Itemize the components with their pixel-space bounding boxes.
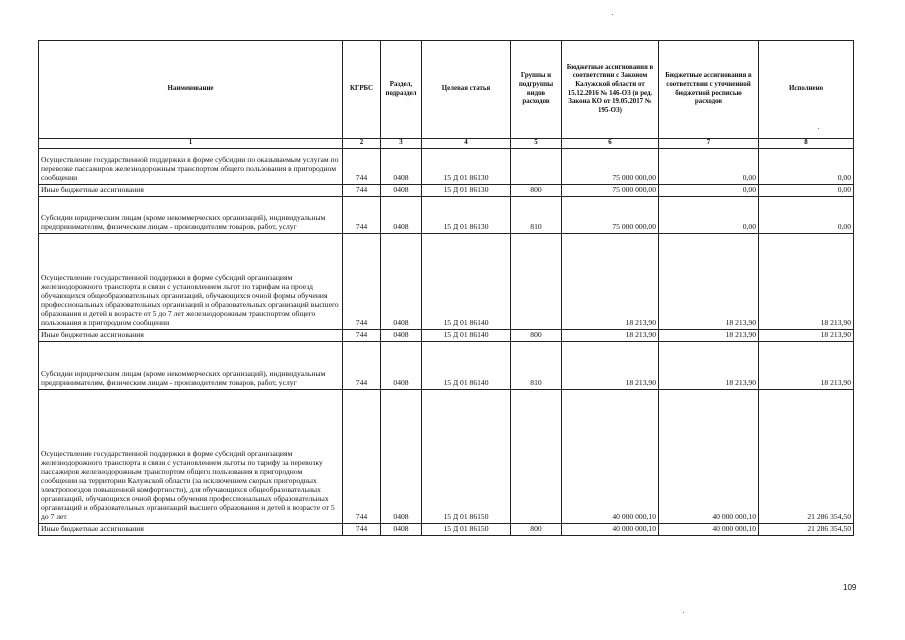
scan-speck <box>683 612 684 613</box>
row-refined-amount: 0,00 <box>659 185 759 197</box>
row-kgrbs: 744 <box>343 149 381 185</box>
row-section: 0408 <box>381 149 422 185</box>
row-refined-amount: 18 213,90 <box>659 329 759 341</box>
row-executed-amount: 18 213,90 <box>759 329 854 341</box>
table-row <box>39 185 854 197</box>
budget-table <box>38 40 854 536</box>
row-kgrbs: 744 <box>343 523 381 535</box>
column-number: 3 <box>381 139 422 149</box>
row-kgrbs: 744 <box>343 196 381 233</box>
row-executed-amount: 21 286 354,50 <box>759 389 854 523</box>
header-groups: Группы и подгруппы видов расходов <box>511 41 562 139</box>
row-executed-amount: 0,00 <box>759 149 854 185</box>
row-section: 0408 <box>381 196 422 233</box>
row-target: 15 Д 01 86130 <box>422 185 511 197</box>
row-executed-amount: 0,00 <box>759 185 854 197</box>
row-executed-amount: 0,00 <box>759 196 854 233</box>
row-law-amount: 18 213,90 <box>562 341 659 389</box>
row-name: Иные бюджетные ассигнования <box>39 329 343 341</box>
column-number: 5 <box>511 139 562 149</box>
header-refined-allocations: Бюджетные ассигнования в соответствии с уточненной бюджетной росписью расходов <box>659 41 759 139</box>
header-executed: Исполнено <box>759 41 854 139</box>
column-number: 2 <box>343 139 381 149</box>
table-row <box>39 341 854 389</box>
row-executed-amount: 18 213,90 <box>759 233 854 329</box>
row-executed-amount: 18 213,90 <box>759 341 854 389</box>
column-number: 1 <box>39 139 343 149</box>
row-name: Субсидии юридическим лицам (кроме некоммерческих организаций), индивидуальным предпринимателям, физическим лицам - производителям товаров, работ, услуг <box>39 196 343 233</box>
row-name: Иные бюджетные ассигнования <box>39 185 343 197</box>
table-row <box>39 196 854 233</box>
row-target: 15 Д 01 86140 <box>422 341 511 389</box>
row-name: Осуществление государственной поддержки в форме субсидий организациям железнодорожного транспорта в связи с установлением льгот по тарифам на проезд обучающихся общеобразовательных организаций, обучающихся очной формы обучения профессиональных образовательных организаций и образовательных организаций высшего образования и детей в возрасте от 5 до 7 лет железнодорожным транспортом общего пользования в пригородном сообщении <box>39 233 343 329</box>
row-name: Осуществление государственной поддержки в форме субсидий организациям железнодорожного транспорта в связи с установлением льготы по тарифу за перевозку пассажиров железнодорожным транспортом общего пользования в пригородном сообщении на территории Калужской области (за исключением скорых пригородных электропоездов повышенной комфортности), для обучающихся общеобразовательных организаций, обучающихся очной формы обучения профессиональных образовательных организаций и образовательных организаций высшего образования и детей в возрасте от 5 до 7 лет <box>39 389 343 523</box>
column-number: 7 <box>659 139 759 149</box>
scan-speck <box>612 14 613 15</box>
table-row <box>39 233 854 329</box>
row-law-amount: 18 213,90 <box>562 329 659 341</box>
row-group <box>511 233 562 329</box>
row-refined-amount: 18 213,90 <box>659 341 759 389</box>
row-kgrbs: 744 <box>343 185 381 197</box>
column-number: 6 <box>562 139 659 149</box>
row-law-amount: 75 000 000,00 <box>562 196 659 233</box>
header-target: Целевая статья <box>422 41 511 139</box>
row-target: 15 Д 01 86150 <box>422 523 511 535</box>
row-section: 0408 <box>381 233 422 329</box>
row-name: Иные бюджетные ассигнования <box>39 523 343 535</box>
row-section: 0408 <box>381 523 422 535</box>
header-section: Раздел, подраздел <box>381 41 422 139</box>
column-number: 8 <box>759 139 854 149</box>
row-group <box>511 149 562 185</box>
row-kgrbs: 744 <box>343 233 381 329</box>
header-kgrbs: КГРБС <box>343 41 381 139</box>
row-group <box>511 389 562 523</box>
row-refined-amount: 0,00 <box>659 196 759 233</box>
row-refined-amount: 0,00 <box>659 149 759 185</box>
row-refined-amount: 18 213,90 <box>659 233 759 329</box>
row-target: 15 Д 01 86140 <box>422 329 511 341</box>
table-row <box>39 329 854 341</box>
header-row <box>39 41 854 139</box>
row-section: 0408 <box>381 341 422 389</box>
row-section: 0408 <box>381 389 422 523</box>
row-kgrbs: 744 <box>343 389 381 523</box>
row-law-amount: 40 000 000,10 <box>562 389 659 523</box>
row-target: 15 Д 01 86140 <box>422 233 511 329</box>
table-row <box>39 389 854 523</box>
row-law-amount: 18 213,90 <box>562 233 659 329</box>
row-law-amount: 75 000 000,00 <box>562 185 659 197</box>
column-number-row <box>39 139 854 149</box>
row-target: 15 Д 01 86130 <box>422 149 511 185</box>
row-group: 800 <box>511 329 562 341</box>
row-refined-amount: 40 000 000,10 <box>659 389 759 523</box>
page-number: 109 <box>843 583 857 592</box>
row-law-amount: 75 000 000,00 <box>562 149 659 185</box>
row-kgrbs: 744 <box>343 341 381 389</box>
table-row <box>39 149 854 185</box>
row-group: 810 <box>511 341 562 389</box>
row-name: Субсидии юридическим лицам (кроме некоммерческих организаций), индивидуальным предпринимателям, физическим лицам - производителям товаров, работ, услуг <box>39 341 343 389</box>
row-kgrbs: 744 <box>343 329 381 341</box>
row-refined-amount: 40 000 000,10 <box>659 523 759 535</box>
header-name: Наименование <box>39 41 343 139</box>
scan-speck <box>818 128 819 129</box>
row-section: 0408 <box>381 329 422 341</box>
row-executed-amount: 21 286 354,50 <box>759 523 854 535</box>
row-group: 800 <box>511 523 562 535</box>
header-law-allocations: Бюджетные ассигнования в соответствии с Законом Калужской области от 15.12.2016 № 146-ОЗ (в ред. Закона КО от 19.05.2017 № 195-ОЗ) <box>562 41 659 139</box>
column-number: 4 <box>422 139 511 149</box>
row-law-amount: 40 000 000,10 <box>562 523 659 535</box>
table-row <box>39 523 854 535</box>
row-section: 0408 <box>381 185 422 197</box>
row-name: Осуществление государственной поддержки в форме субсидии по оказываемым услугам по перевозке пассажиров железнодорожным транспортом общего пользования в пригородном сообщении <box>39 149 343 185</box>
row-group: 800 <box>511 185 562 197</box>
row-group: 810 <box>511 196 562 233</box>
row-target: 15 Д 01 86130 <box>422 196 511 233</box>
row-target: 15 Д 01 86150 <box>422 389 511 523</box>
